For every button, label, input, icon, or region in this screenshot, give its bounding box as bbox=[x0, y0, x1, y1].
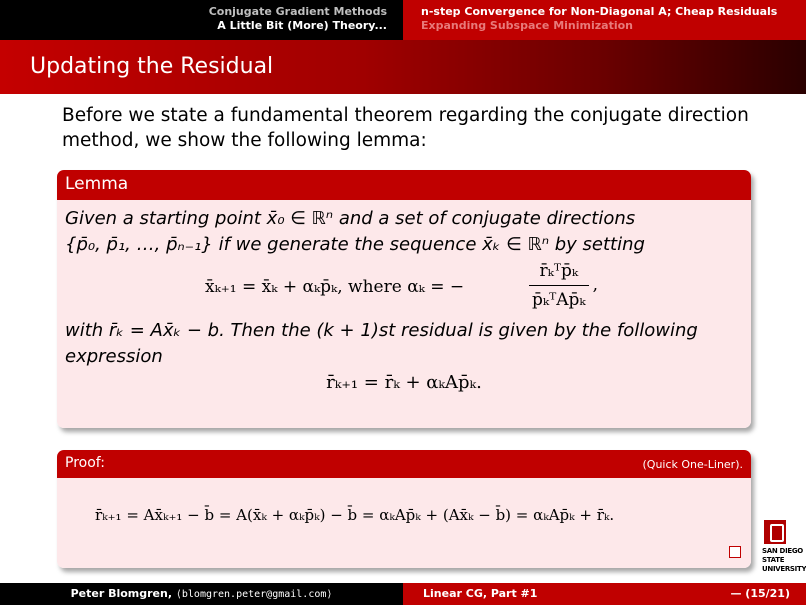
lemma-title: Lemma bbox=[57, 170, 751, 200]
eq1-denominator: p̄ₖᵀAp̄ₖ bbox=[532, 290, 586, 310]
nav-section-left[interactable] bbox=[0, 0, 403, 40]
lemma-body bbox=[57, 200, 751, 428]
nav-subsection-expanding[interactable]: Expanding Subspace Minimization bbox=[421, 19, 633, 32]
lemma-line-3: with r̄ₖ = Ax̄ₖ − b. Then the (k + 1)st residual is given by the following bbox=[65, 320, 698, 341]
footer-author bbox=[0, 583, 403, 605]
university-logo bbox=[760, 520, 806, 573]
footer-author-name: Peter Blomgren, bbox=[70, 587, 173, 600]
footer-right bbox=[403, 583, 806, 605]
lemma-block bbox=[57, 170, 751, 428]
university-logo-text: SAN DIEGO STATE UNIVERSITY bbox=[762, 547, 806, 573]
footer bbox=[0, 583, 806, 605]
lemma-line-1: Given a starting point x̄₀ ∈ ℝⁿ and a set of conjugate directions bbox=[65, 208, 636, 229]
nav-section-conjugate-gradient[interactable]: Conjugate Gradient Methods bbox=[208, 5, 387, 18]
proof-label: Proof: bbox=[65, 455, 105, 471]
nav-section-right[interactable] bbox=[403, 0, 806, 40]
footer-talk-title[interactable]: Linear CG, Part #1 bbox=[423, 587, 538, 600]
frame-title: Updating the Residual bbox=[0, 40, 806, 94]
eq1-tail: , bbox=[592, 275, 598, 295]
nav-subsection-theory[interactable]: A Little Bit (More) Theory... bbox=[217, 19, 387, 32]
header-navigation bbox=[0, 0, 806, 40]
proof-title bbox=[57, 450, 751, 478]
eq1-fraction bbox=[525, 258, 598, 313]
nav-section-n-step[interactable]: n-step Convergence for Non-Diagonal A; Cheap Residuals bbox=[421, 5, 778, 18]
footer-author-email[interactable]: ⟨blomgren.peter@gmail.com⟩ bbox=[175, 589, 333, 600]
lemma-equation-1 bbox=[65, 258, 743, 318]
intro-text: Before we state a fundamental theorem regarding the conjugate direction method, we show the following lemma: bbox=[62, 105, 749, 151]
proof-block bbox=[57, 450, 751, 568]
proof-note: (Quick One-Liner). bbox=[642, 458, 743, 471]
lemma-line-2: {p̄₀, p̄₁, …, p̄ₙ₋₁} if we generate the sequence x̄ₖ ∈ ℝⁿ by setting bbox=[65, 234, 645, 255]
qed-square-icon bbox=[729, 546, 741, 558]
eq1-lhs: x̄ₖ₊₁ = x̄ₖ + αₖp̄ₖ, where αₖ = − bbox=[205, 277, 465, 297]
footer-page-number: — (15/21) bbox=[730, 587, 790, 600]
eq1-numerator: r̄ₖᵀp̄ₖ bbox=[529, 258, 589, 286]
lemma-equation-2: r̄ₖ₊₁ = r̄ₖ + αₖAp̄ₖ. bbox=[326, 372, 482, 393]
lemma-line-4: expression bbox=[65, 346, 163, 367]
proof-equation: r̄ₖ₊₁ = Ax̄ₖ₊₁ − b̄ = A(x̄ₖ + αₖp̄ₖ) − b̄ = αₖAp̄ₖ + (Ax̄ₖ − b̄) = αₖAp̄ₖ + r̄ₖ. bbox=[95, 506, 615, 524]
proof-body bbox=[57, 478, 751, 568]
university-seal-icon bbox=[764, 520, 786, 544]
